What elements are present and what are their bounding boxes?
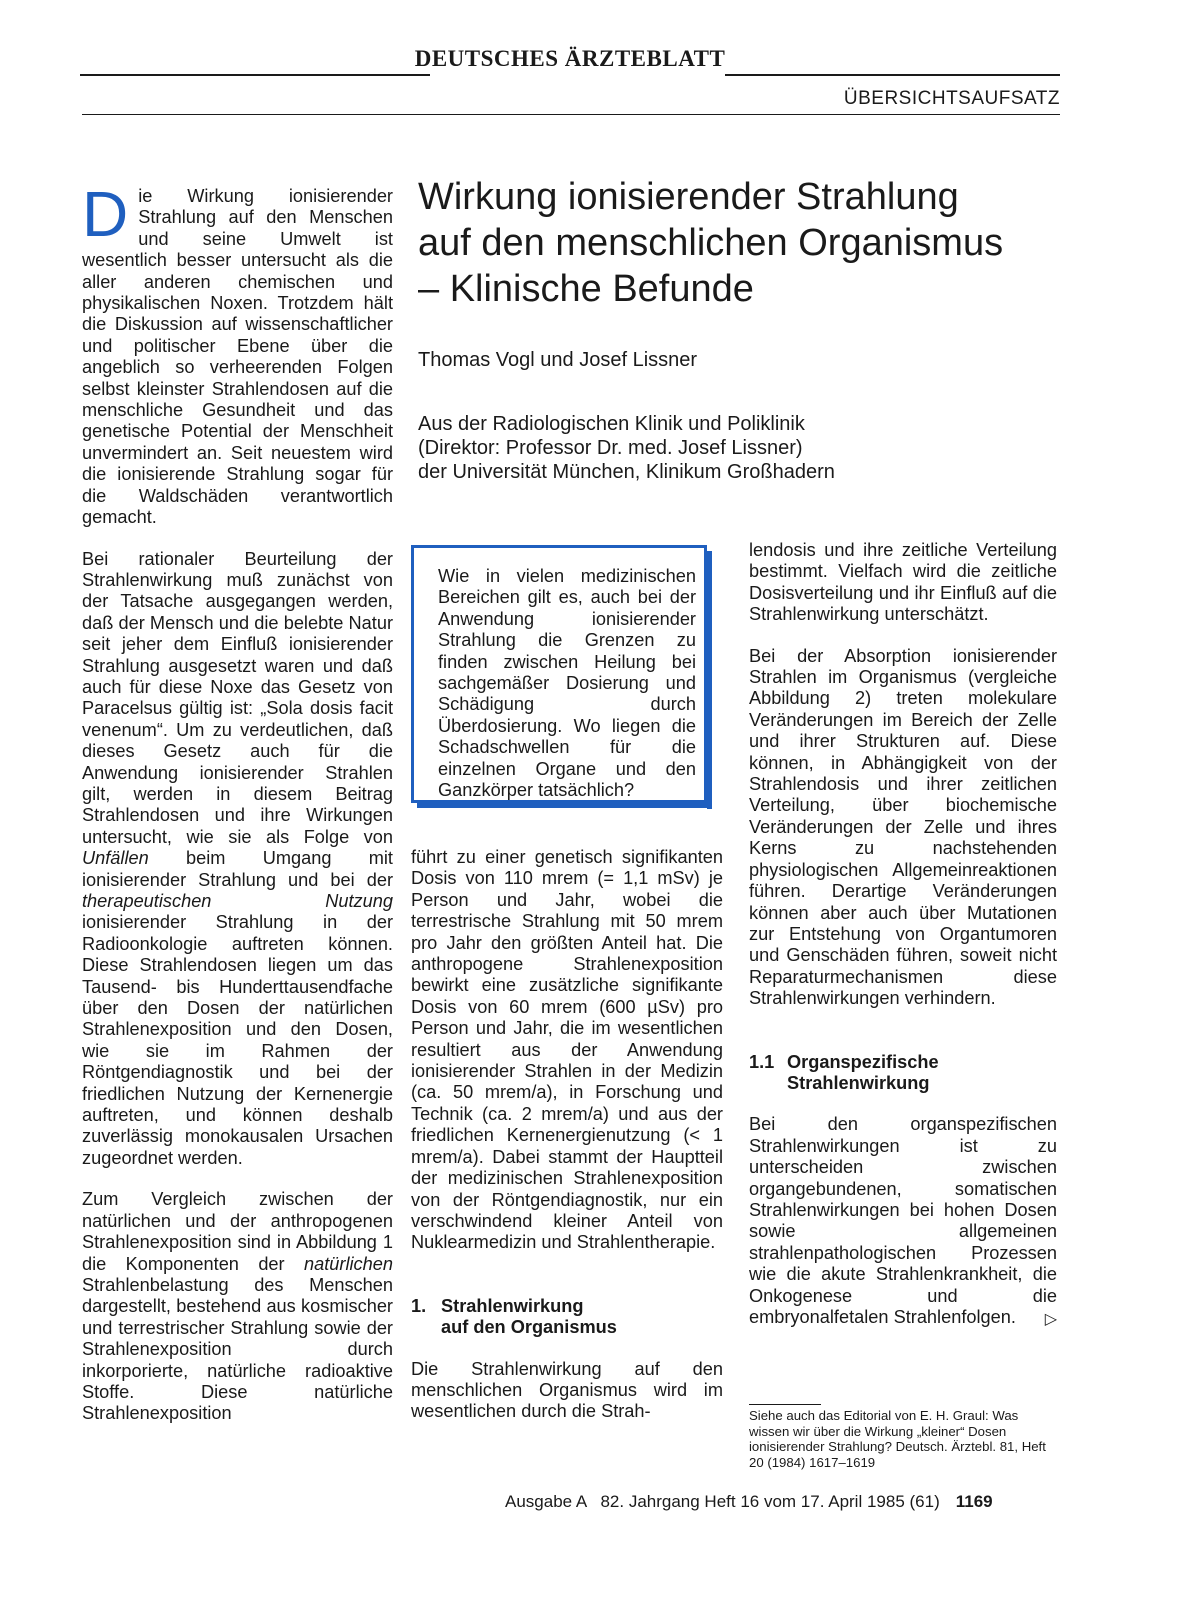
page-number: 1169 bbox=[955, 1492, 993, 1511]
column-1 bbox=[82, 178, 393, 1445]
column-3 bbox=[749, 540, 1057, 1348]
text-run: Bei den organspezifischen Strahlenwirkungen ist zu unterscheiden zwischen organgebundenen, somatischen Strahlenwirkungen bei hohen Dosen sowie allgemeinen strahlenpathologischen Prozessen wie die akute Strahlenkrankheit, die Onkogenese und die embryonalfetalen Strahlenfolgen. bbox=[749, 1114, 1057, 1327]
box-shadow bbox=[417, 803, 712, 808]
heading-text: Strahlenwirkung bbox=[787, 1072, 930, 1093]
text-run: Zum Vergleich zwischen der natürlichen und der anthropogenen Strahlenexposition sind in Abbildung 1 die Komponenten der bbox=[82, 1189, 393, 1274]
masthead-rule-left bbox=[80, 74, 430, 76]
paragraph bbox=[749, 1114, 1057, 1328]
article-title bbox=[418, 174, 1078, 312]
text-run: Bei rationaler Beurteilung der Strahlenwirkung muß zunächst von der Tatsache ausgegangen werden, daß der Mensch und die belebte Natur seit jeher dem Einfluß ionisierender Strahlung ausgesetzt waren und daß auch für diese Noxe das Gesetz von Paracelsus gültig ist: „Sola dosis facit venenum“. Um zu verdeutlichen, daß dieses Gesetz auch für die Anwendung ionisierender Strahlen gilt, werden in diesem Beitrag Strahlendosen und ihre Wirkungen untersucht, wie sie als Folge von bbox=[82, 548, 393, 847]
emphasis: therapeutischen Nutzung bbox=[82, 891, 393, 911]
heading-text: auf den Organismus bbox=[441, 1317, 617, 1338]
paragraph bbox=[82, 549, 393, 1170]
emphasis: natürlichen bbox=[304, 1253, 393, 1274]
issue-info: Ausgabe A 82. Jahrgang Heft 16 vom 17. April 1985 (61) bbox=[505, 1492, 940, 1511]
header-rule bbox=[82, 114, 1060, 115]
masthead-rule-right bbox=[725, 74, 1060, 76]
intro-paragraph bbox=[82, 178, 393, 529]
title-line: auf den menschlichen Organismus bbox=[418, 222, 1004, 264]
paragraph: lendosis und ihre zeitliche Verteilung bestimmt. Vielfach wird die zeitliche Dosisverteilung und ihr Einfluß auf die Strahlenwirkung unterschätzt. bbox=[749, 540, 1057, 625]
text-run: Strahlenbelastung des Menschen dargestellt, bestehend aus kosmischer und terrestrischer Strahlung sowie der Strahlenexposition durch inkorporierte, natürliche radioaktive Stoffe. Diese natürliche Strahlenexposition bbox=[82, 1274, 393, 1424]
journal-title: DEUTSCHES ÄRZTEBLATT bbox=[414, 46, 726, 71]
text-run: beim Umgang mit ionisierender Strahlung und bei der bbox=[82, 848, 393, 890]
drop-cap: D bbox=[82, 178, 129, 250]
footnote: Siehe auch das Editorial von E. H. Graul: Was wissen wir über die Wirkung „kleiner“ Dosen ionisierender Strahlung? Deutsch. Ärztebl. 81, Heft 20 (1984) 1617–1619 bbox=[749, 1408, 1046, 1470]
summary-text: Wie in vielen medizinischen Bereichen gilt es, auch bei der Anwendung ionisierender Strahlung die Grenzen zu finden zwischen Heilung bei sachgemäßer Dosierung und Schädigung durch Überdosierung. Wo liegen die Schadschwellen für die einzelnen Organe und den Ganzkörper tatsächlich? bbox=[438, 566, 696, 801]
authors: Thomas Vogl und Josef Lissner bbox=[418, 349, 698, 371]
summary-box bbox=[411, 545, 723, 819]
paragraph bbox=[82, 1189, 393, 1424]
section-label: ÜBERSICHTSAUFSATZ bbox=[843, 88, 1060, 109]
continue-arrow-icon: ▷ bbox=[1044, 1311, 1057, 1328]
affiliation-line: (Direktor: Professor Dr. med. Josef Lissner) bbox=[418, 437, 803, 459]
page-footer bbox=[505, 1492, 993, 1512]
paragraph: führt zu einer genetisch signifikanten Dosis von 110 mrem (= 1,1 mSv) je Person und Jahr, wobei die terrestrische Strahlung mit 50 mrem pro Jahr den größten Anteil hat. Die anthropogene Strahlenexposition bewirkt eine zusätzliche signifikante Dosis von 60 mrem (600 µSv) pro Person und Jahr, die im wesentlichen resultiert aus der Anwendung ionisierender Strahlen in der Medizin (ca. 50 mrem/a), in Forschung und Technik (ca. 2 mrem/a) und aus der friedlichen Kernenergienutzung (< 1 mrem/a). Dabei stammt der Hauptteil der medizinischen Strahlenexposition von der Röntgendiagnostik, nur ein verschwindend kleiner Anteil von Nuklearmedizin und Strahlentherapie. bbox=[411, 847, 723, 1253]
paragraph: Bei der Absorption ionisierender Strahlen im Organismus (vergleiche Abbildung 2) treten molekulare Veränderungen im Bereich der Zelle und ihrer Strukturen auf. Diese können, in Abhängigkeit von der Strahlendosis und ihrer zeitlichen Verteilung, über biochemische Veränderungen der Zelle und ihres Kerns zu nachstehenden physiologischen Allgemeinreaktionen führen. Derartige Veränderungen können aber auch über Mutationen zur Entstehung von Organtumoren und Genschäden führen, soweit nicht Reparaturmechanismen diese Strahlenwirkungen verhindern. bbox=[749, 645, 1057, 1009]
text-run: ionisierender Strahlung in der Radioonkologie auftreten können. Diese Strahlendosen liegen um das Tausend- bis Hunderttausendfache über den Dosen der natürlichen Strahlenexposition und den Dosen, wie sie im Rahmen der Röntgendiagnostik und bei der friedlichen Nutzung der Kernenergie auftreten, und können deshalb zuverlässig monokausalen Ursachen zugeordnet werden. bbox=[82, 912, 393, 1168]
column-2 bbox=[411, 847, 723, 1443]
emphasis: Unfällen bbox=[82, 848, 149, 869]
affiliation bbox=[418, 412, 835, 484]
section-heading bbox=[749, 1052, 1057, 1095]
paragraph: Die Strahlenwirkung auf den menschlichen Organismus wird im wesentlichen durch die Strah- bbox=[411, 1358, 723, 1422]
heading-number: 1. bbox=[411, 1295, 427, 1316]
footnote-rule bbox=[749, 1404, 821, 1405]
box-shadow bbox=[707, 551, 712, 809]
title-line: Wirkung ionisierender Strahlung bbox=[418, 176, 959, 218]
affiliation-line: der Universität München, Klinikum Großhadern bbox=[418, 461, 835, 483]
masthead bbox=[80, 44, 1060, 74]
heading-number: 1.1 bbox=[749, 1051, 775, 1072]
heading-text: Strahlenwirkung bbox=[441, 1295, 584, 1316]
heading-text: Organspezifische bbox=[787, 1051, 939, 1072]
section-heading bbox=[411, 1296, 723, 1339]
affiliation-line: Aus der Radiologischen Klinik und Poliklinik bbox=[418, 413, 805, 435]
intro-text: ie Wirkung ionisierender Strahlung auf den Menschen und seine Umwelt ist wesentlich besser untersucht als die aller anderen chemischen und physikalischen Noxen. Trotzdem hält die Diskussion auf wissenschaftlicher und politischer Ebene über die angeblich so verheerenden Folgen selbst kleinster Strahlendosen auf die menschliche Gesundheit und das genetische Potential der Menschheit unvermindert an. Seit neuestem wird die ionisierende Strahlung sogar für die Waldschäden verantwortlich gemacht. bbox=[82, 186, 393, 528]
title-line: – Klinische Befunde bbox=[418, 268, 754, 310]
